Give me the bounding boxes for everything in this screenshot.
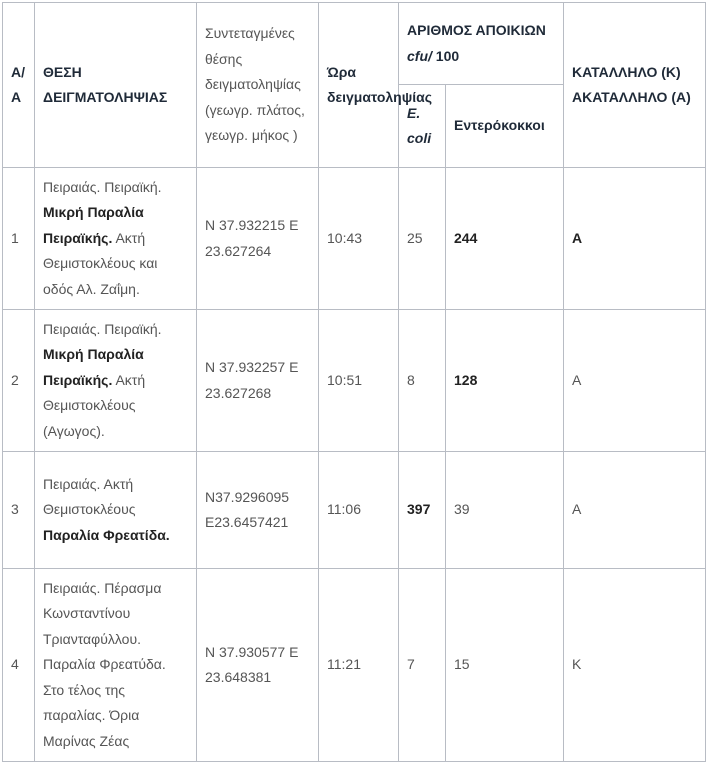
- cell-enterococci: 128: [446, 310, 564, 452]
- cell-aa: 4: [3, 569, 35, 762]
- header-location: ΘΕΣΗ ΔΕΙΓΜΑΤΟΛΗΨΙΑΣ: [35, 3, 197, 168]
- header-colonies: [399, 3, 564, 85]
- cell-ecoli: 25: [399, 168, 446, 310]
- table-row: [3, 569, 706, 762]
- cell-location: [35, 168, 197, 310]
- table-row: [3, 452, 706, 569]
- cell-coords: N 37.930577 E 23.648381: [197, 569, 319, 762]
- cell-aa: 1: [3, 168, 35, 310]
- cell-time: 11:21: [319, 569, 399, 762]
- cell-aa: 2: [3, 310, 35, 452]
- header-aa: Α/Α: [3, 3, 35, 168]
- cell-time: 10:51: [319, 310, 399, 452]
- header-ecoli-species: coli: [407, 130, 432, 146]
- location-text: Πειραιάς. Ακτή Θεμιστοκλέους: [43, 475, 136, 518]
- cell-verdict: Κ: [564, 569, 706, 762]
- header-enterococci: Εντερόκοκκοι: [446, 85, 564, 168]
- beach-name: Μικρή Παραλία Πειραϊκής.: [43, 346, 144, 388]
- location-text: Πειραιάς. Πειραϊκή.: [43, 178, 162, 195]
- cell-location: [35, 452, 197, 569]
- cell-enterococci: 244: [446, 168, 564, 310]
- cell-time: 11:06: [319, 452, 399, 569]
- header-coords: Συντεταγμένες θέσης δειγματοληψίας (γεωγρ. πλάτος, γεωγρ. μήκος ): [197, 3, 319, 168]
- cell-coords: N37.9296095 E23.6457421: [197, 452, 319, 569]
- beach-name: Μικρή Παραλία Πειραϊκής.: [43, 204, 144, 246]
- cell-enterococci: 15: [446, 569, 564, 762]
- location-detail: Ακτή Θεμιστοκλέους και οδός Αλ. Ζαΐμη.: [43, 229, 158, 297]
- header-colonies-volume: 100: [431, 47, 460, 64]
- header-row: [3, 3, 706, 85]
- sampling-results-table: [2, 2, 706, 762]
- cell-ecoli: 397: [399, 452, 446, 569]
- cell-location: [35, 310, 197, 452]
- cell-aa: 3: [3, 452, 35, 569]
- header-ecoli-genus: E.: [407, 104, 421, 121]
- cell-time: 10:43: [319, 168, 399, 310]
- cell-coords: N 37.932215 E 23.627264: [197, 168, 319, 310]
- table-row: [3, 168, 706, 310]
- table-row: [3, 310, 706, 452]
- cell-ecoli: 7: [399, 569, 446, 762]
- cell-verdict: Α: [564, 452, 706, 569]
- cell-verdict: Α: [564, 310, 706, 452]
- cell-enterococci: 39: [446, 452, 564, 569]
- header-time: Ώρα δειγματοληψίας: [319, 3, 399, 168]
- location-detail: Ακτή Θεμιστοκλέους (Αγωγος).: [43, 371, 146, 439]
- location-text: Πειραιάς. Πειραϊκή.: [43, 320, 162, 337]
- cell-location: [35, 569, 197, 762]
- header-colonies-label: ΑΡΙΘΜΟΣ ΑΠΟΙΚΙΩΝ: [407, 22, 546, 38]
- header-colonies-unit: cfu/: [407, 47, 432, 64]
- header-verdict: ΚΑΤΑΛΛΗΛΟ (Κ) ΑΚΑΤΑΛΛΗΛΟ (Α): [564, 3, 706, 168]
- location-text: Πειραιάς. Πέρασμα Κωνσταντίνου Τριανταφύλλου. Παραλία Φρεατύδα. Στο τέλος της παραλίας. Όρια Μαρίνας Ζέας: [43, 579, 166, 749]
- cell-verdict: Α: [564, 168, 706, 310]
- beach-name: Παραλία Φρεατίδα.: [43, 526, 170, 543]
- cell-coords: N 37.932257 E 23.627268: [197, 310, 319, 452]
- cell-ecoli: 8: [399, 310, 446, 452]
